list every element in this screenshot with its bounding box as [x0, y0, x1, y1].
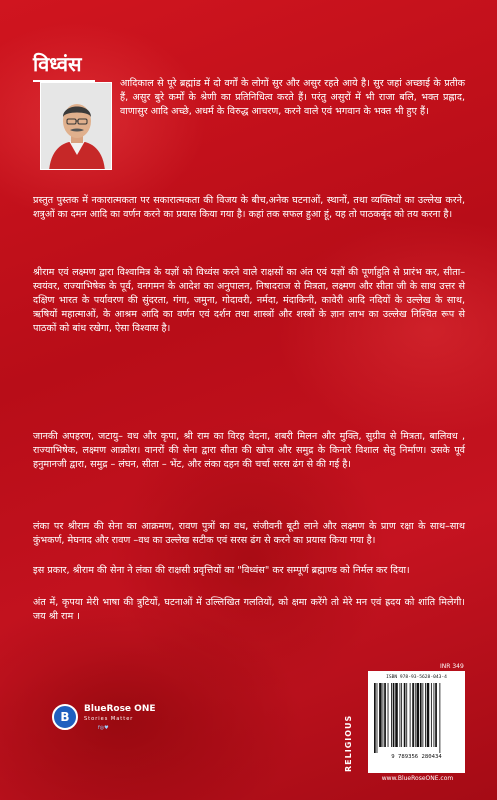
- story-paragraph-1: श्रीराम एवं लक्ष्मण द्वारा विश्वामित्र के यज्ञों को विध्वंस करने वाले राक्षसों का अंत एवं यज्ञों की पूर्णाहुति से प्रारंभ कर, सीता–स्वयंवर, राज्याभिषेक के पूर्व, वनगमन के आदेश का अनुपालन, निषादराज से मित्रता, लक्ष्मण और सीता जी के साथ उत्तर से दक्षिण भारत के पर्यावरण की सुंदरता, गंगा, जमुना, गोदावरी, नर्मदा, मंदाकिनी, कावेरी आदि नदियों के उल्लेख के साथ, ऋषियों महात्माओं, के आश्रम आदि का वर्णन एवं दर्शन तथा शास्त्रों और शस्त्रों के ज्ञान लाभ का उल्लेख निश्चित रूप से पाठकों को बांध रखेगा, ऐसा विश्वास है।: [33, 267, 465, 334]
- price-label: INR 349: [440, 663, 464, 670]
- book-summary-paragraph: प्रस्तुत पुस्तक में नकारात्मकता पर सकारात्मकता की विजय के बीच,अनेक घटनाओं, स्थानों, तथा व्यक्तियों का उल्लेख करने, शत्रुओं का दमन आदि का वर्णन करने का प्रयास किया गया है। कहां तक सफल हुआ हूं, यह तो पाठकबृंद को तय करना है।: [33, 195, 465, 220]
- publisher-website: www.BlueRoseONE.com: [381, 775, 454, 782]
- author-portrait-icon: [41, 83, 112, 170]
- closing-paragraph: अंत में, कृपया मेरी भाषा की त्रुटियों, घटनाओं में उल्लिखित गलतियों, को क्षमा करेंगे तो मेरे मन एवं ह्रदय को शांति मिलेगी। जय श्री राम ।: [33, 597, 465, 622]
- isbn-barcode: [368, 671, 465, 773]
- conclusion-paragraph: इस प्रकार, श्रीराम की सेना ने लंका की राक्षसी प्रवृत्तियों का "विध्वंस" कर सम्पूर्ण ब्रह्माण्ड को निर्मल कर दिया।: [33, 565, 410, 576]
- publisher-name: BlueRose ONE: [84, 704, 156, 714]
- svg-text:B: B: [60, 710, 70, 724]
- publisher-tagline: Stories Matter: [84, 716, 134, 722]
- publisher-mark-icon: [52, 704, 78, 730]
- story-paragraph-2: जानकी अपहरण, जटायु– वध और कृपा, श्री राम का विरह वेदना, शबरी मिलन और मुक्ति, सुग्रीव से मित्रता, बालिवध , राज्याभिषेक, लक्ष्मण आक्रोश। वानरों की सेना द्वारा सीता की खोज और समुद्र के किनारे विशाल सेतु निर्माण। उसके पूर्व हनुमानजी द्वारा, समुद्र – लंघन, सीता – भेंट, और लंका दहन की चर्चा सरस ढंग से की गई है।: [33, 431, 466, 470]
- social-icons: f◎♥: [98, 725, 109, 731]
- intro-paragraph: आदिकाल से पूरे ब्रह्मांड में दो वर्गों के लोगों सुर और असुर रहते आये है। सुर जहां अच्छाई के प्रतीक हैं, असुर बुरे कर्मों के श्रेणी का प्रतिनिधित्व करते हैं। परंतु असुरों में भी राजा बलि, भक्त प्रह्लाद, वाणासुर आदि अच्छे, अधर्म के विरुद्ध आचरण, करने वाले एवं भगवान के भक्त भी हुए हैं।: [120, 78, 465, 117]
- publisher-logo: [38, 690, 158, 736]
- isbn-digits: 9 789356 280434: [391, 754, 442, 760]
- category-label: RELIGIOUS: [344, 714, 353, 772]
- author-photo: [40, 82, 112, 170]
- isbn-text: ISBN 978-93-5628-043-4: [386, 675, 447, 680]
- barcode-icon: [374, 683, 459, 753]
- story-paragraph-3: लंका पर श्रीराम की सेना का आक्रमण, रावण पुत्रों का वध, संजीवनी बूटी लाने और लक्ष्मण के प्राण रक्षा के साथ–साथ कुंभकर्ण, मेघनाद और रावण –वध का उल्लेख सटीक एवं सरस ढंग से करने का प्रयास किया गया है।: [33, 521, 465, 546]
- book-title: विध्वंस: [33, 52, 82, 76]
